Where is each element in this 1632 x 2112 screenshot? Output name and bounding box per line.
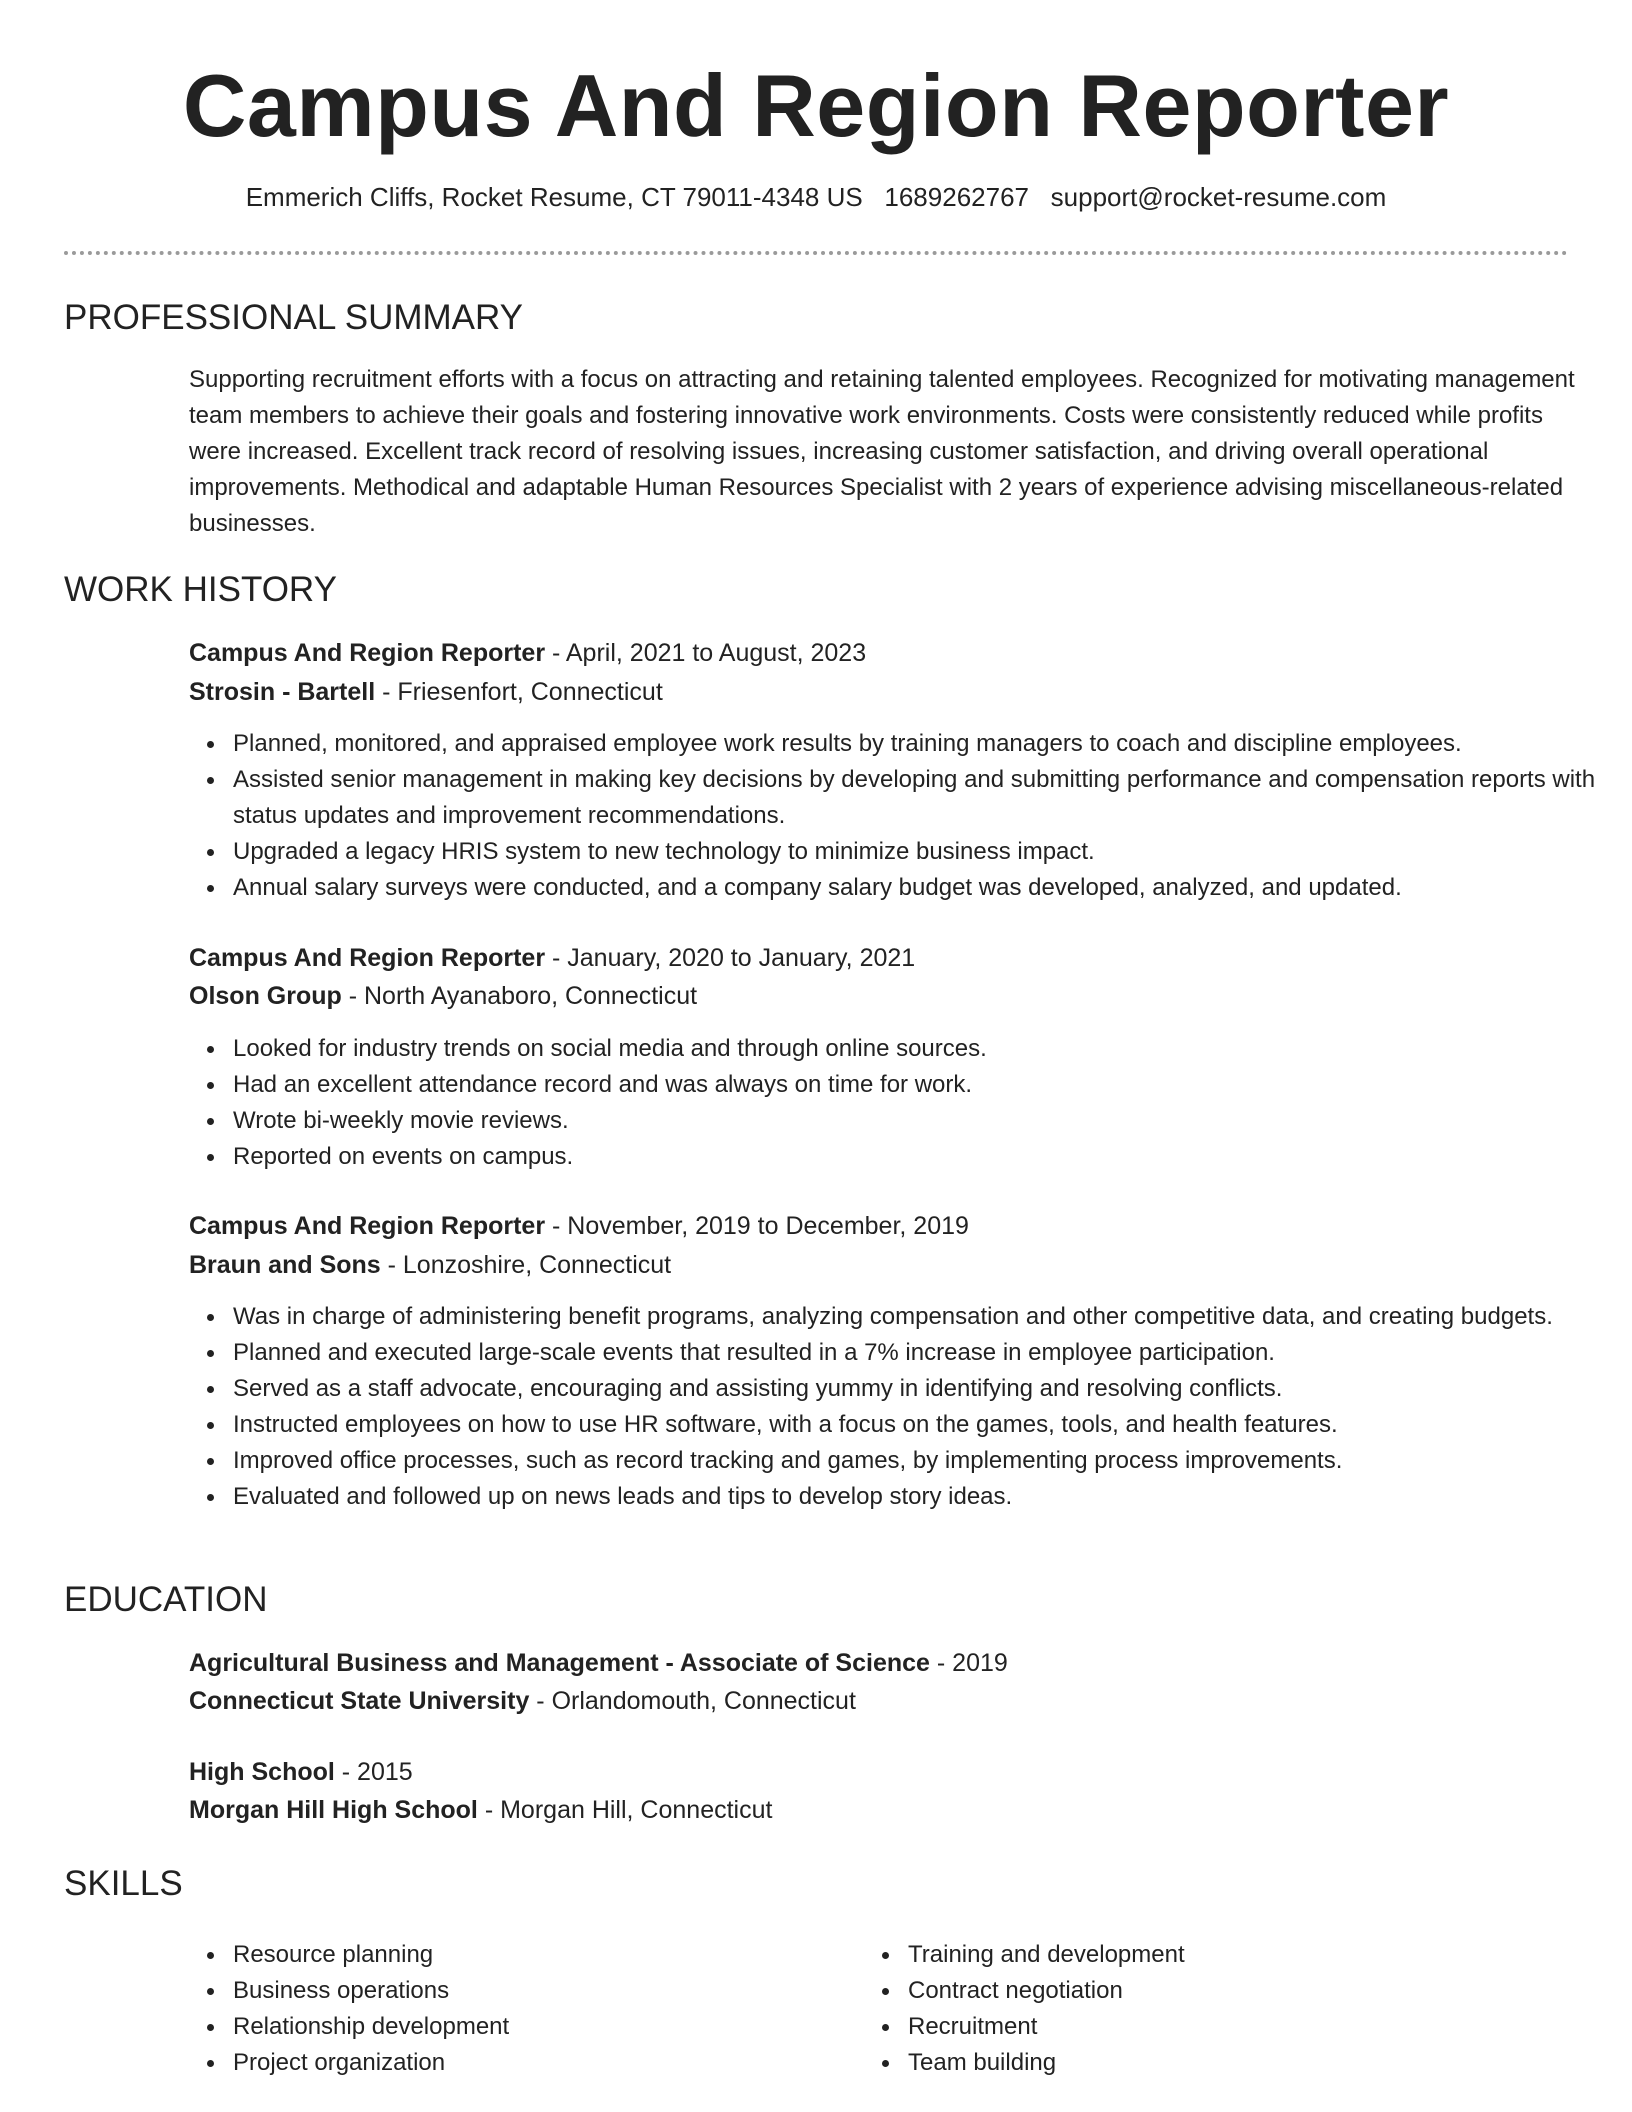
list-item: Reported on events on campus.	[233, 1139, 1623, 1175]
job-company-line	[189, 979, 697, 1013]
edu-degree: High School	[189, 1758, 335, 1786]
job-dates: - November, 2019 to December, 2019	[545, 1212, 969, 1240]
section-title-summary: PROFESSIONAL SUMMARY	[64, 298, 523, 337]
list-item: Assisted senior management in making key decisions by developing and submitting performance and compensation reports with status updates and improvement recommendations.	[233, 762, 1623, 834]
list-item: Instructed employees on how to use HR software, with a focus on the games, tools, and health features.	[233, 1407, 1623, 1443]
job-company-line	[189, 1248, 671, 1282]
list-item: Looked for industry trends on social media and through online sources.	[233, 1031, 1623, 1067]
edu-school-line	[189, 1793, 772, 1827]
skill-item: Business operations	[233, 1973, 509, 2009]
skill-item: Resource planning	[233, 1937, 509, 1973]
job-company: Strosin - Bartell	[189, 678, 376, 706]
job-title-line	[189, 636, 866, 670]
job-bullets	[189, 1299, 1623, 1515]
job-bullets	[189, 1031, 1623, 1175]
skill-item: Relationship development	[233, 2009, 509, 2045]
edu-degree: Agricultural Business and Management - Associate of Science	[189, 1649, 930, 1677]
list-item: Served as a staff advocate, encouraging and assisting yummy in identifying and resolving conflicts.	[233, 1371, 1623, 1407]
list-item: Had an excellent attendance record and was always on time for work.	[233, 1067, 1623, 1103]
edu-school: Connecticut State University	[189, 1687, 530, 1715]
edu-location: - Morgan Hill, Connecticut	[477, 1796, 773, 1824]
contact-phone: 1689262767	[884, 182, 1029, 212]
skill-item: Training and development	[908, 1937, 1185, 1973]
list-item: Was in charge of administering benefit programs, analyzing compensation and other competitive data, and creating budgets.	[233, 1299, 1623, 1335]
skill-item: Project organization	[233, 2045, 509, 2081]
edu-year: - 2015	[334, 1758, 413, 1786]
edu-school: Morgan Hill High School	[189, 1796, 478, 1824]
section-title-skills: SKILLS	[64, 1864, 183, 1903]
edu-degree-line	[189, 1755, 413, 1789]
skills-list-right	[864, 1937, 1185, 2081]
edu-year: - 2019	[929, 1649, 1008, 1677]
job-dates: - April, 2021 to August, 2023	[545, 639, 867, 667]
job-location: - Friesenfort, Connecticut	[375, 678, 663, 706]
list-item: Upgraded a legacy HRIS system to new technology to minimize business impact.	[233, 834, 1623, 870]
list-item: Improved office processes, such as record tracking and games, by implementing process improvements.	[233, 1443, 1623, 1479]
job-role: Campus And Region Reporter	[189, 1212, 546, 1240]
job-role: Campus And Region Reporter	[189, 639, 546, 667]
job-title-line	[189, 941, 915, 975]
job-bullets	[189, 726, 1623, 906]
job-company: Braun and Sons	[189, 1251, 381, 1279]
section-title-education: EDUCATION	[64, 1580, 268, 1619]
candidate-name: Campus And Region Reporter	[182, 56, 1450, 155]
edu-school-line	[189, 1684, 856, 1718]
job-company: Olson Group	[189, 982, 342, 1010]
job-company-line	[189, 675, 663, 709]
list-item: Annual salary surveys were conducted, and a company salary budget was developed, analyzed, and updated.	[233, 870, 1623, 906]
header-divider	[64, 251, 1568, 255]
list-item: Wrote bi-weekly movie reviews.	[233, 1103, 1623, 1139]
job-role: Campus And Region Reporter	[189, 944, 546, 972]
contact-line	[0, 180, 1632, 214]
skills-list-left	[189, 1937, 509, 2081]
skill-item: Recruitment	[908, 2009, 1185, 2045]
job-dates: - January, 2020 to January, 2021	[545, 944, 916, 972]
edu-location: - Orlandomouth, Connecticut	[529, 1687, 856, 1715]
job-location: - Lonzoshire, Connecticut	[380, 1251, 672, 1279]
list-item: Planned, monitored, and appraised employee work results by training managers to coach and discipline employees.	[233, 726, 1623, 762]
list-item: Planned and executed large-scale events that resulted in a 7% increase in employee participation.	[233, 1335, 1623, 1371]
edu-degree-line	[189, 1646, 1008, 1680]
job-title-line	[189, 1209, 969, 1243]
skill-item: Contract negotiation	[908, 1973, 1185, 2009]
list-item: Evaluated and followed up on news leads and tips to develop story ideas.	[233, 1479, 1623, 1515]
section-title-work-history: WORK HISTORY	[64, 570, 337, 609]
contact-address: Emmerich Cliffs, Rocket Resume, CT 79011-4348 US	[245, 182, 863, 212]
job-location: - North Ayanaboro, Connecticut	[341, 982, 698, 1010]
skill-item: Team building	[908, 2045, 1185, 2081]
contact-email: support@rocket-resume.com	[1050, 182, 1387, 212]
summary-text: Supporting recruitment efforts with a focus on attracting and retaining talented employees. Recognized for motivating management team members to achieve their goals and fostering innovative work environments. Costs were consistently reduced while profits were increased. Excellent track record of resolving issues, increasing customer satisfaction, and driving overall operational improvements. Methodical and adaptable Human Resources Specialist with 2 years of experience advising miscellaneous-related businesses.	[189, 366, 1575, 537]
